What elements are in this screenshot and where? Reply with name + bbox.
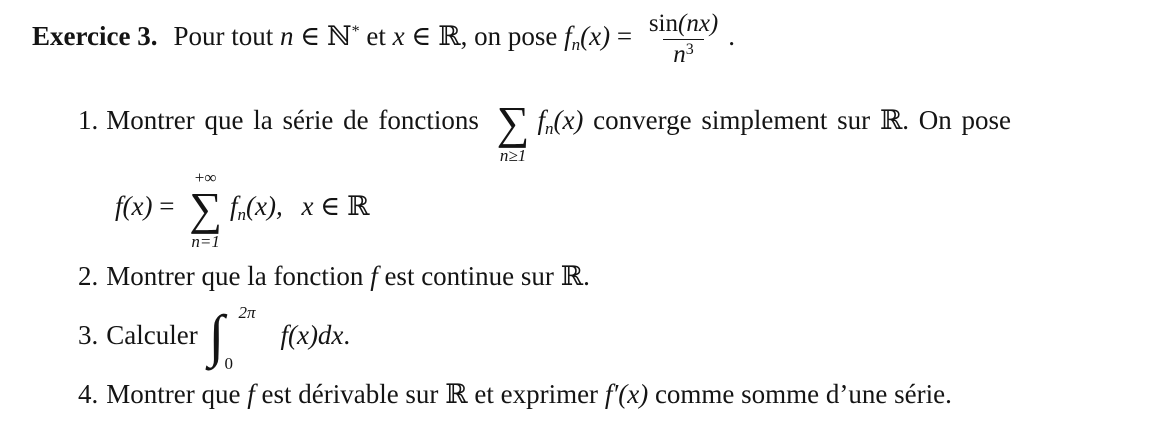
fraction-denominator [663, 39, 704, 68]
sin-function: sin [648, 10, 678, 37]
element-of-symbol: ∈ [300, 21, 321, 52]
list-item-1 [78, 97, 1012, 165]
integrand: f(x)dx [280, 320, 344, 351]
header-text-pour-tout: Pour tout [173, 21, 274, 52]
math-var-x: x [392, 21, 405, 52]
reals-symbol: ℝ [346, 191, 370, 222]
item4-text-2: est dérivable sur ℝ et exprimer [261, 379, 599, 409]
item1-text-after: converge simplement sur ℝ. On pose [593, 105, 1012, 136]
item-number: 2. [78, 261, 99, 291]
function-argument: (x) [553, 105, 584, 136]
fraction-numerator [643, 10, 724, 39]
denominator-var-n: n [673, 41, 686, 68]
sigma-symbol: ∑ [496, 97, 530, 148]
item-number: 1. [78, 105, 99, 136]
header-text-et: et [366, 21, 386, 52]
sum-operator [496, 97, 530, 165]
item3-text-before: Calculer [106, 320, 198, 351]
integral-lower-bound: 0 [224, 354, 233, 373]
sum-upper-limit: +∞ [194, 168, 217, 187]
integral-upper-bound: 2π [238, 303, 256, 322]
function-f: f [370, 261, 378, 291]
function-argument: (x), [246, 191, 283, 222]
function-f: f [115, 191, 123, 222]
equals-sign: = [616, 21, 633, 52]
header-text-on-pose: on pose [474, 21, 558, 52]
subscript-n: n [544, 119, 554, 139]
sum-lower-limit: n≥1 [499, 146, 527, 165]
exercise-title: Exercice 3. [32, 21, 158, 52]
element-of-symbol: ∈ [411, 21, 432, 52]
function-argument: (x) [122, 191, 153, 222]
naturals-symbol: ℕ [326, 21, 352, 52]
reals-symbol: ℝ, [438, 21, 468, 52]
item-number: 3. [78, 320, 99, 351]
item2-text-before: Montrer que la fonction [106, 261, 364, 291]
integral [208, 304, 274, 372]
exercise-header [32, 10, 735, 68]
function-f: f [247, 379, 255, 409]
sigma-symbol: ∑ [189, 183, 223, 234]
fraction [643, 10, 724, 68]
star-superscript: * [351, 23, 360, 41]
f-prime-expression: f′(x) [604, 379, 649, 409]
item4-text-1: Montrer que [106, 379, 241, 409]
subscript-n: n [237, 205, 247, 225]
math-var-n: n [279, 21, 294, 52]
equals-sign: = [159, 191, 175, 222]
integral-symbol: ∫ [208, 303, 225, 368]
list-item-2 [78, 261, 590, 292]
item-number: 4. [78, 379, 99, 409]
sentence-period: . [728, 21, 735, 52]
list-item-3 [78, 304, 350, 372]
list-item-4 [78, 379, 952, 410]
function-argument: (x) [580, 21, 611, 52]
sum-lower-limit: n=1 [191, 232, 220, 251]
display-equation [115, 168, 370, 251]
function-f: f [564, 21, 572, 52]
sum-operator [189, 168, 223, 251]
subscript-n: n [571, 35, 581, 55]
math-var-x: x [301, 191, 314, 222]
function-f: f [230, 191, 238, 222]
item4-text-3: comme somme d’une série. [654, 379, 952, 409]
sentence-period: . [343, 320, 351, 351]
item1-text-before: Montrer que la série de fonctions [106, 105, 479, 136]
denominator-exponent: 3 [685, 41, 694, 58]
item2-text-after: est continue sur ℝ. [384, 261, 590, 291]
function-f: f [537, 105, 545, 136]
sin-argument: (nx) [678, 10, 719, 37]
element-of-symbol: ∈ [320, 191, 341, 222]
